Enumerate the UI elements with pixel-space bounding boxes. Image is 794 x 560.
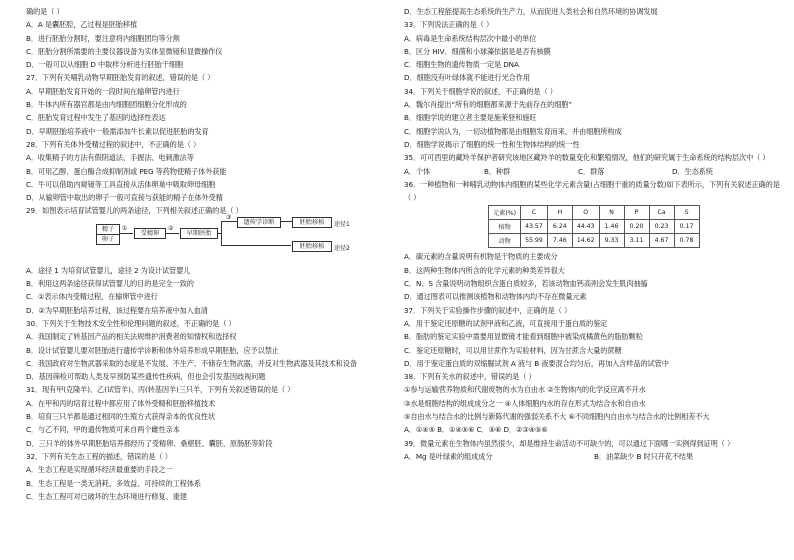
text-line: A．病毒是生命系统结构层次中最小的单位 (404, 33, 537, 43)
arrow-line (119, 233, 133, 234)
q39-option-b: B．油菜缺少 B 时只开花不结果 (594, 451, 694, 461)
table-cell: 43.57 (521, 220, 548, 234)
text-line: D．早期胚胎培养液中一般需添加牛长素以促进胚胎的发育 (26, 126, 209, 136)
table-cell: 1.46 (599, 220, 624, 234)
table-header-cell: C (521, 206, 548, 220)
text-line: C．生态工程可对已破坏的生态环境进行修复、重建 (26, 491, 187, 501)
text-line: C．胚胎分割所需要的主要仪器设备为实体显微镜和显微操作仪 (26, 46, 223, 56)
ivf-flow-diagram (96, 213, 366, 260)
genetic-diagnosis-box: 遗传学诊断 (237, 217, 281, 228)
embryo-transfer-box-1: 胚胎移植 (292, 217, 332, 228)
text-line: C．细胞学说认为，一切动植物都是由细胞发育而来，并由细胞所构成 (404, 126, 622, 136)
text-line: D．基因筛检可帮助人类及早预防某些遗传性疾病，但也会引发基因歧视问题 (26, 372, 266, 382)
text-line: B．设计试管婴儿要对胚胎进行遗传学诊断和体外培养形成早期胚胎，应予以禁止 (26, 345, 279, 355)
text-line: D．从输卵管中取出的卵子一般可直接与获能的精子在体外受精 (26, 193, 223, 203)
text-line: A．①④⑤ B．①④⑤⑥ C．⑤⑥ D．②③④⑤⑥ (404, 425, 548, 435)
text-line: B．进行胚胎分割时，要注意将内细胞团均等分割 (26, 33, 180, 43)
text-line: A．早期胚胎发育开始的一段时间在输卵管内进行 (26, 86, 180, 96)
text-line: D．三只羊的体外早期胚胎培养都经历了受精卵、桑椹胚、囊胚、原肠胚等阶段 (26, 438, 273, 448)
table-header-cell: Ca (649, 206, 674, 220)
text-line: A．途径 1 为培育试管婴儿，途径 2 为设计试管婴儿 (26, 265, 191, 275)
table-cell: 44.43 (572, 220, 599, 234)
text-line: B．牛体内所有器官都是由内细胞团细胞分化形成的 (26, 100, 187, 110)
text-line: C．我国政府对生物武器采取的态度是不发展、不生产、不储存生物武器，并反对生物武器及其技术和设备 (26, 358, 357, 368)
q35-option-d: D．生态系统 (672, 166, 713, 176)
step-1-label: ① (122, 224, 128, 232)
text-line: A．生态工程是实现循环经济最重要的手段之一 (26, 465, 173, 475)
text-line: ③水是细胞结构的组成成分之一 ④人体细胞内水的存在形式为结合水和自由水 (404, 398, 646, 408)
text-line: A．我国制定了转基因产品的相关法规维护消费者的知情权和选择权 (26, 332, 237, 342)
table-cell: 0.20 (624, 220, 649, 234)
text-line: A．碳元素的含量说明有机物是干物质的主要成分 (404, 252, 558, 262)
table-cell: 3.11 (624, 234, 649, 248)
left-column (26, 5, 402, 503)
arrow-line (221, 221, 237, 222)
table-header-row (489, 206, 700, 220)
arrow-line (280, 221, 292, 222)
fertilized-egg-box: 受精卵 (134, 228, 166, 239)
table-cell: 0.23 (649, 220, 674, 234)
text-line: B．培育三只羊都是通过相同的生殖方式获得亲本的优良性状 (26, 412, 216, 422)
question-31: 31．现有甲(克隆羊)、乙(试管羊)、丙(转基因羊)三只羊，下列有关叙述错误的是（ ） (26, 385, 295, 395)
table-header-cell: O (572, 206, 599, 220)
text-line: A．魏尔肖提出“所有的细胞都来源于先前存在的细胞” (404, 100, 572, 110)
question-34: 34．下列关于细胞学说的叙述，不正确的是（ ） (404, 86, 557, 96)
text-line: D．生态工程能提高生态系统的生产力，从而促进人类社会和自然环境的协调发展 (404, 7, 658, 16)
question-35: 35．可可西里的藏羚羊保护者研究该地区藏羚羊的数量变化和繁殖情况，他们的研究属于生命系统的结构层次中（ ） (404, 153, 770, 163)
q35-option-c: C．群落 (578, 166, 605, 176)
table-row (489, 220, 700, 234)
early-embryo-box: 早期胚胎 (180, 228, 218, 239)
table-cell: 6.24 (547, 220, 572, 234)
text-line: C．牛可以借助内窥镜等工具直接从活体卵巢中吸取卵母细胞 (26, 179, 216, 189)
step-2-label: ② (168, 224, 174, 232)
table-cell: 9.33 (599, 234, 624, 248)
text-line: C．N、S 含量说明动物组织含蛋白质较多，若该动物血钙高则会发生肌肉抽搐 (404, 279, 648, 289)
text-line: B．生态工程是一类无消耗、多效益、可持续的工程体系 (26, 478, 201, 488)
text-line: ⑤自由水与结合水的比例与新陈代谢的强弱关系不大 ⑥不同细胞内自由水与结合水的比例相差不大 (404, 412, 710, 422)
question-37: 37．下列关于实验操作步骤的叙述中，正确的是（ ） (404, 305, 572, 315)
table-cell: 4.67 (649, 234, 674, 248)
text-line: D．一般可以从细胞 D 中取样分析进行胚胎干细胞 (26, 60, 183, 70)
q35-options (404, 165, 780, 178)
question-36: 36．一种植物和一种哺乳动物体内细胞的某些化学元素含量(占细胞干重的质量分数)如下表所示，下列有关叙述正确的是（ ） (404, 179, 780, 203)
question-38: 38．下列有关水的叙述中，错误的是（ ） (404, 372, 536, 382)
text-line: C．鉴定还原糖时，可以用甘蔗作为实验材料，因为甘蔗含大量的蔗糖 (404, 345, 622, 355)
egg-box: 卵子 (96, 234, 120, 245)
text-line: D．②为早期胚胎培养过程，该过程要在培养液中加入血清 (26, 305, 208, 315)
sperm-box: 精子 (96, 224, 120, 235)
text-line: C．细胞生物的遗传物质一定是 DNA (404, 60, 519, 70)
table-cell: 55.99 (521, 234, 548, 248)
table-header-cell: S (674, 206, 699, 220)
embryo-transfer-box-2: 胚胎移植 (292, 241, 332, 252)
question-33: 33．下列说法正确的是（ ） (404, 20, 494, 30)
text-line: C．胚胎发育过程中发生了基因的选择性表达 (26, 113, 166, 123)
table-row (489, 234, 700, 248)
table-header-cell: P (624, 206, 649, 220)
text-line: A．A 是囊胚腔，乙过程是胚胎移植 (26, 20, 138, 30)
table-cell: 7.46 (547, 234, 572, 248)
text-line: D．用于鉴定蛋白质的双缩脲试剂 A 液与 B 液要混合均匀后，再加入含样品的试管中 (404, 358, 669, 368)
q35-option-a: A．个体 (404, 166, 431, 176)
text-line: 确的是（ ） (26, 7, 64, 16)
table-cell: 14.62 (572, 234, 599, 248)
table-header-cell: 元素(%) (489, 206, 521, 220)
table-cell: 0.17 (674, 220, 699, 234)
question-28: 28．下列有关体外受精过程的叙述中，不正确的是（ ） (26, 139, 201, 149)
route-2-label: 途径2 (334, 244, 350, 252)
question-30: 30．下列关于生物技术安全性和伦理问题的叙述，不正确的是（ ） (26, 318, 236, 328)
text-line: A．在甲和丙的培育过程中都应用了体外受精和胚胎移植技术 (26, 398, 216, 408)
text-line: B．可用乙醇、蛋白酶合成抑制剂或 PEG 等药物使精子体外获能 (26, 166, 227, 176)
text-line: D．细胞学说揭示了细胞的统一性和生物体结构的统一性 (404, 139, 580, 149)
arrow-line (217, 233, 222, 234)
table-cell: 0.78 (674, 234, 699, 248)
table-header-cell: H (547, 206, 572, 220)
question-29: 29．如图表示培育试管婴儿的两条途径，下列相关叙述正确的是（ ） (26, 206, 243, 216)
text-line: B．细胞学说的建立者主要是施莱登和施旺 (404, 113, 537, 123)
table-cell: 植物 (489, 220, 521, 234)
text-line: C．①表示体内受精过程，在输卵管中进行 (26, 292, 158, 302)
arrow-line (165, 233, 179, 234)
text-line: A．用于鉴定还原糖的试剂甲液和乙液，可直接用于蛋白质的鉴定 (404, 318, 608, 328)
question-27: 27．下列有关哺乳动物早期胚胎发育的叙述，错误的是（ ） (26, 73, 215, 83)
text-line: B．脂肪的鉴定实验中需要用显微镜才能看到细胞中被染成橘黄色的脂肪颗粒 (404, 332, 643, 342)
q39-options (404, 450, 780, 463)
text-line: A．收集精子的方法有假阴道法、手握法、电刺激法等 (26, 153, 194, 163)
right-column (404, 5, 780, 463)
question-39: 39．微量元素在生物体内虽然很少，却是维持生命活动不可缺少的，可以通过下面哪一实例得到证明（ ） (404, 438, 735, 448)
text-line: ①参与运输营养物质和代谢废物的水为自由水 ②生物体内的化学反应离不开水 (404, 385, 646, 395)
question-32: 32．下列有关生态工程的描述，错误的是（ ） (26, 451, 172, 461)
text-line: B．区分 HIV、细菌和小球藻依据是是否有核膜 (404, 46, 551, 56)
text-line: C．与乙不同，甲的遗传物质可来自两个雌性亲本 (26, 425, 180, 435)
element-content-table (488, 205, 700, 248)
q35-option-b: B．种群 (484, 166, 511, 176)
table-header-cell: N (599, 206, 624, 220)
arrow-line (221, 245, 291, 246)
text-line: D．细胞没有叶绿体就不能进行光合作用 (404, 73, 530, 83)
text-line: B．这两种生物体内所含的化学元素的种类差异很大 (404, 265, 565, 275)
table-cell: 动物 (489, 234, 521, 248)
q39-option-a: A．Mg 是叶绿素的组成成分 (404, 451, 493, 461)
step-3-label: ③ (226, 213, 232, 221)
route-1-label: 途径1 (334, 220, 350, 228)
text-line: B．利用这两条途径获得试管婴儿的目的是完全一致的 (26, 279, 194, 289)
text-line: D．通过图表可以推测该植物和动物体内均不存在微量元素 (404, 292, 587, 302)
